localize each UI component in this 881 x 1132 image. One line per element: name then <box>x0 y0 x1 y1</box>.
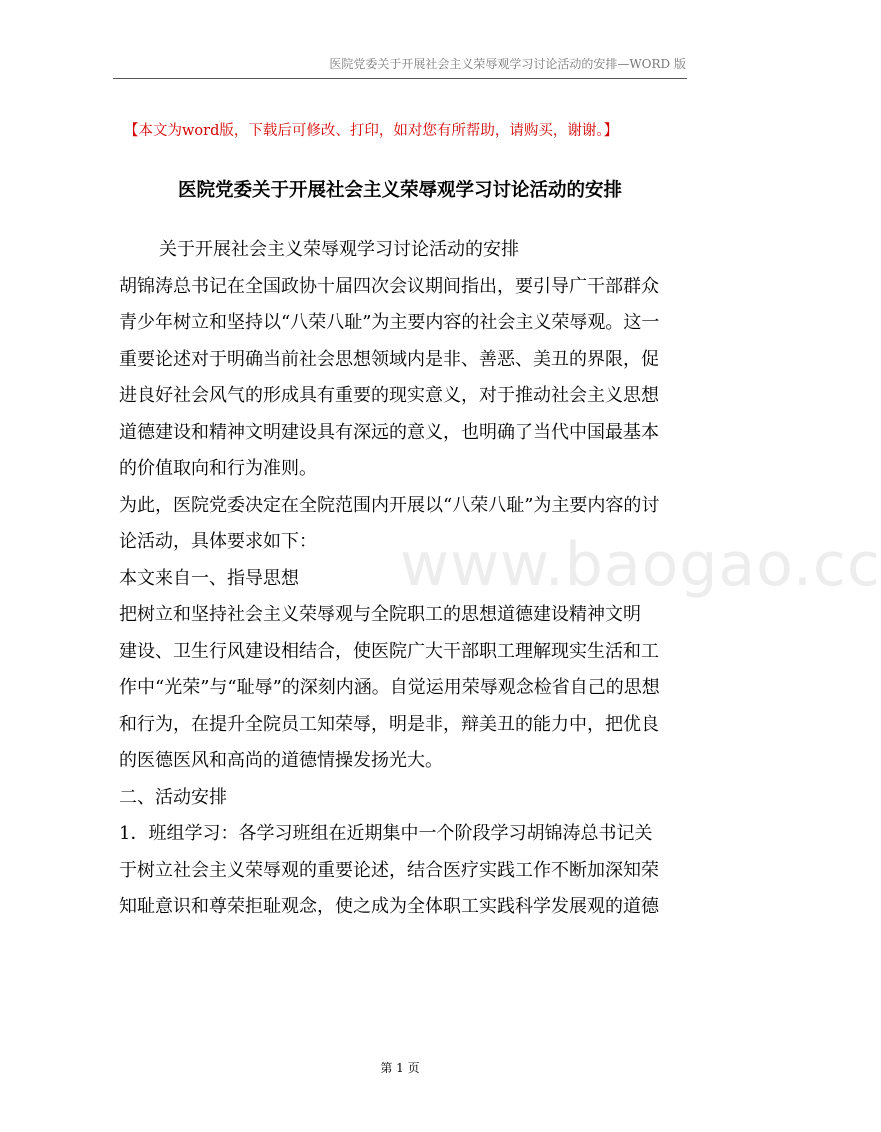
watermark: www.baogao.cc <box>400 530 881 600</box>
document-body <box>119 232 685 926</box>
section-heading: 本文来自一、指导思想 <box>119 567 299 589</box>
body-line: 胡锦涛总书记在全国政协十届四次会议期间指出，要引导广干部群众 <box>119 275 659 297</box>
page-header: 医院党委关于开展社会主义荣辱观学习讨论活动的安排—WORD 版 <box>329 57 686 71</box>
body-line: 作中“光荣”与“耻辱”的深刻内涵。自觉运用荣辱观念检省自己的思想 <box>119 677 660 698</box>
body-line: 把树立和坚持社会主义荣辱观与全院职工的思想道德建设精神文明 <box>119 604 641 625</box>
page-number: 第 1 页 <box>380 1061 420 1075</box>
body-line: 的价值取向和行为准则。 <box>119 458 317 479</box>
body-line: 1．班组学习：各学习班组在近期集中一个阶段学习胡锦涛总书记关 <box>119 823 653 844</box>
body-line: 关于开展社会主义荣辱观学习讨论活动的安排 <box>159 239 519 260</box>
body-line: 于树立社会主义荣辱观的重要论述，结合医疗实践工作不断加深知荣 <box>119 859 659 881</box>
section-heading: 二、活动安排 <box>119 786 227 808</box>
body-line: 重要论述对于明确当前社会思想领域内是非、善恶、美丑的界限，促 <box>119 348 659 370</box>
body-line: 为此，医院党委决定在全院范围内开展以“八荣八耻”为主要内容的讨 <box>119 494 660 516</box>
body-line: 进良好社会风气的形成具有重要的现实意义，对于推动社会主义思想 <box>119 385 659 406</box>
body-line: 的医德医风和高尚的道德情操发扬光大。 <box>119 750 443 771</box>
body-line: 建设、卫生行风建设相结合，使医院广大干部职工理解现实生活和工 <box>119 640 659 662</box>
body-line: 道德建设和精神文明建设具有深远的意义，也明确了当代中国最基本 <box>119 421 659 443</box>
download-notice: 【本文为word版，下载后可修改、打印，如对您有所帮助，请购买，谢谢。】 <box>124 123 619 139</box>
body-line: 和行为，在提升全院员工知荣辱，明是非，辩美丑的能力中，把优良 <box>119 713 659 735</box>
document-title: 医院党委关于开展社会主义荣辱观学习讨论活动的安排 <box>177 180 622 201</box>
body-line: 知耻意识和尊荣拒耻观念，使之成为全体职工实践科学发展观的道德 <box>119 896 659 917</box>
header-divider <box>113 78 687 79</box>
body-line: 青少年树立和坚持以“八荣八耻”为主要内容的社会主义荣辱观。这一 <box>119 312 660 333</box>
body-line: 论活动，具体要求如下： <box>119 531 317 552</box>
